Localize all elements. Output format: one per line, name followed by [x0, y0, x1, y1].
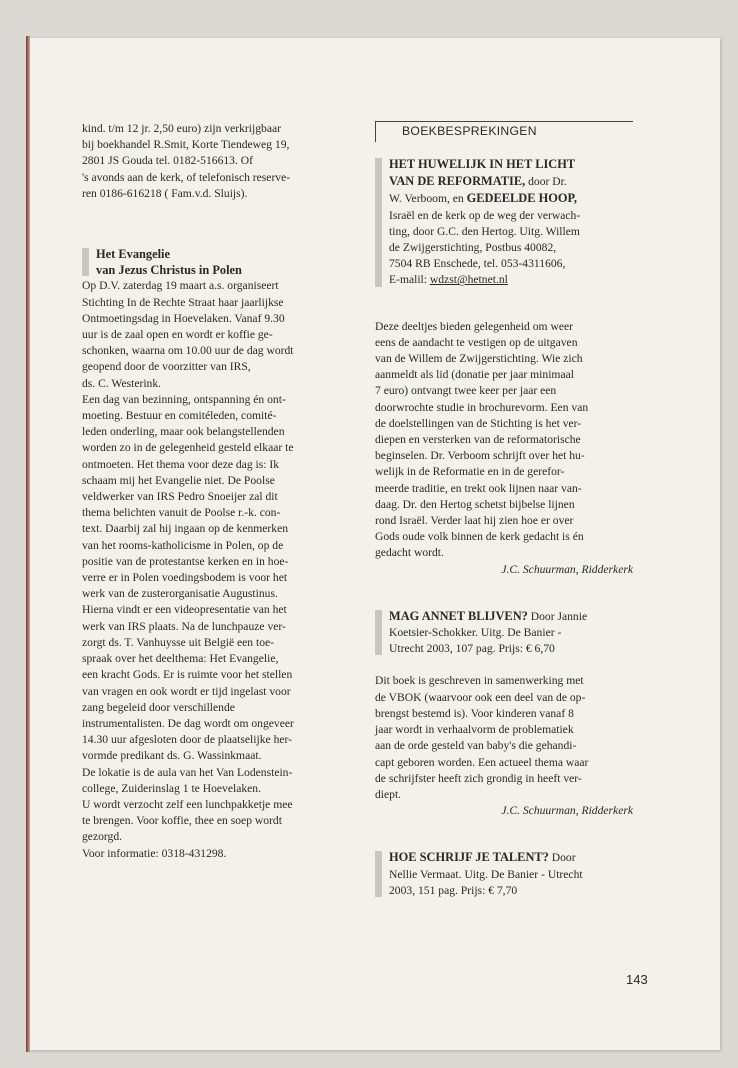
review-1-title-line: W. Verboom, en GEDEELDE HOOP,: [389, 191, 578, 206]
text-line: de VBOK (waarvoor ook een deel van de op-: [375, 690, 586, 704]
text-line: meerde traditie, en trekt ook lijnen naar van-: [375, 481, 582, 495]
text-line: de schrijfster heeft zich grondig in heeft ver-: [375, 771, 582, 785]
text-line: ontmoeten. Het thema voor deze dag is: Ik: [82, 457, 280, 471]
text-line: moeting. Bestuur en comitéleden, comité-: [82, 409, 277, 423]
text-line: worden zo in de gelegenheid gesteld elkaar te: [82, 441, 294, 455]
review-1-title-line: HET HUWELIJK IN HET LICHT: [389, 157, 576, 171]
text-line: De lokatie is de aula van het Van Lodenstein-: [82, 765, 293, 779]
text-line: 2003, 151 pag. Prijs: € 7,70: [389, 883, 518, 897]
text-line: uur is de zaal open en wordt er koffie ge-: [82, 328, 273, 342]
text-line: Nellie Vermaat. Uitg. De Banier - Utrecht: [389, 867, 583, 881]
text-line: kind. t/m 12 jr. 2,50 euro) zijn verkrijgbaar: [82, 122, 281, 135]
text-line: spraak over het deelthema: Het Evangelie,: [82, 652, 279, 666]
intro-paragraph: [82, 121, 342, 202]
review-3-title-line: HOE SCHRIJF JE TALENT? Door: [389, 850, 576, 865]
text-line: ren 0186-616218 ( Fam.v.d. Sluijs).: [82, 186, 248, 200]
review-2-title-line: MAG ANNET BLIJVEN? Door Jannie: [389, 608, 588, 623]
email-link[interactable]: wdzst@hetnet.nl: [429, 273, 508, 287]
text-line: gezorgd.: [82, 830, 123, 844]
heading-marker: [375, 851, 382, 897]
email-line: E-malil: wdzst@hetnet.nl: [389, 273, 508, 287]
text-line: werk van de zusterorganisatie Augustinus.: [82, 587, 278, 601]
text-line: Gods oude volk binnen de kerk gedacht is én: [375, 530, 584, 544]
text-line: positie van de protestantse kerken en in hoe-: [82, 554, 289, 568]
text-line: 's avonds aan de kerk, of telefonisch reserve-: [82, 170, 291, 184]
review-1-title-line: VAN DE REFORMATIE, door Dr.: [389, 174, 567, 189]
text-line: capt geboren worden. Een actueel thema waar: [375, 755, 589, 769]
text-line: een kracht Gods. Er is ruimte voor het stellen: [82, 668, 293, 682]
text-line: beginselen. Dr. Verboom schrijft over het hu-: [375, 449, 585, 463]
text-line: eens de aandacht te vestigen op de uitgaven: [375, 335, 578, 349]
text-line: Koetsier-Schokker. Uitg. De Banier -: [389, 626, 562, 640]
text-line: Stichting In de Rechte Straat haar jaarlijkse: [82, 295, 284, 309]
text-line: daag. Dr. den Hertog schetst bijbelse lijnen: [375, 497, 575, 511]
review-1-signature: J.C. Schuurman, Ridderkerk: [501, 562, 633, 576]
text-line: geopend door de voorzitter van IRS,: [82, 360, 251, 374]
section-title: BOEKBESPREKINGEN: [375, 121, 633, 142]
text-line: Voor informatie: 0318-431298.: [82, 846, 227, 860]
text-line: aan de orde gesteld van baby's die gehandi-: [375, 739, 577, 753]
text-line: Ontmoetingsdag in Hoevelaken. Vanaf 9.30: [82, 311, 285, 325]
text-line: 7504 RB Enschede, tel. 053-4311606,: [389, 257, 566, 271]
text-line: ds. C. Westerink.: [82, 376, 162, 390]
review-1-body: [375, 319, 633, 578]
text-line: 2801 JS Gouda tel. 0182-516613. Of: [82, 154, 253, 168]
text-line: college, Zuiderinslag 1 te Hoevelaken.: [82, 781, 261, 795]
text-line: Dit boek is geschreven in samenwerking met: [375, 674, 584, 688]
text-line: bij boekhandel R.Smit, Korte Tiendeweg 19,: [82, 138, 290, 152]
text-line: aanmeldt als lid (donatie per jaar minimaal: [375, 368, 574, 382]
text-line: Israël en de kerk op de weg der verwach-: [389, 208, 581, 222]
review-1-header: [375, 156, 633, 289]
text-line: schonken, waarna om 10.00 uur de dag wordt: [82, 344, 294, 358]
text-line: Op D.V. zaterdag 19 maart a.s. organiseert: [82, 279, 279, 293]
text-line: werk van IRS plaats. Na de lunchpauze ver-: [82, 619, 286, 633]
heading-marker: [375, 610, 382, 656]
article-title-line-1: Het Evangelie: [96, 247, 170, 262]
text-line: veldwerker van IRS Pedro Snoeijer zal dit: [82, 490, 278, 504]
text-line: Een dag van bezinning, ontspanning én ont-: [82, 392, 286, 406]
text-line: jaar wordt in verhaalvorm de problematiek: [375, 723, 574, 737]
article-body: [82, 278, 342, 861]
text-line: doorwrochte studie in brochurevorm. Een van: [375, 400, 589, 414]
text-line: verre er in Polen voedingsbodem is voor het: [82, 571, 288, 585]
page-number: 143: [626, 972, 648, 987]
text-line: Deze deeltjes bieden gelegenheid om weer: [375, 319, 573, 333]
text-line: van vragen en ook wordt er tijd ingelast voor: [82, 684, 291, 698]
text-line: vormde predikant ds. G. Wassinkmaat.: [82, 749, 262, 763]
text-line: gedacht wordt.: [375, 546, 444, 560]
text-line: schaam mij het Evangelie niet. De Poolse: [82, 473, 275, 487]
text-line: instrumentalisten. De dag wordt om ongeveer: [82, 716, 294, 730]
text-line: leden onderling, maar ook belangstellenden: [82, 425, 285, 439]
text-line: 7 euro) ontvangt twee keer per jaar een: [375, 384, 557, 398]
text-line: de doelstellingen van de Stichting is het ver-: [375, 416, 582, 430]
heading-marker: [375, 158, 382, 287]
text-line: diept.: [375, 787, 402, 801]
text-line: zang begeleid door verschillende: [82, 700, 235, 714]
text-line: van de Willem de Zwijgerstichting. Wie zich: [375, 352, 583, 366]
text-line: U wordt verzocht zelf een lunchpakketje mee: [82, 797, 293, 811]
review-2-body: [375, 673, 633, 819]
text-line: de Zwijgerstichting, Postbus 40082,: [389, 241, 557, 255]
text-line: welijk in de Reformatie en in de gerefor-: [375, 465, 565, 479]
text-line: 14.30 uur afgesloten door de plaatselijke her-: [82, 733, 292, 747]
heading-marker: [82, 248, 89, 276]
left-column: [82, 121, 342, 862]
text-line: diepen en versterken van de reformatorische: [375, 433, 581, 447]
text-line: zorgt ds. T. Vanhuysse uit België een toe-: [82, 635, 275, 649]
text-line: text. Daarbij zal hij ingaan op de kenmerken: [82, 522, 289, 536]
text-line: Hierna vindt er een videopresentatie van het: [82, 603, 287, 617]
text-line: Utrecht 2003, 107 pag. Prijs: € 6,70: [389, 642, 555, 656]
right-column: [375, 121, 633, 899]
text-line: thema belichten vanuit de Poolse r.-k. con-: [82, 506, 281, 520]
article-heading: [82, 246, 342, 278]
text-line: brengst bestemd is). Voor kinderen vanaf 8: [375, 706, 574, 720]
text-line: ting, door G.C. den Hertog. Uitg. Willem: [389, 224, 580, 238]
article-title-line-2: van Jezus Christus in Polen: [96, 263, 242, 278]
text-line: van het rooms-katholicisme in Polen, op de: [82, 538, 284, 552]
review-3-header: [375, 849, 633, 899]
text-line: rond Israël. Verder laat hij zien hoe er over: [375, 514, 574, 528]
review-2-header: [375, 608, 633, 658]
text-line: te brengen. Voor koffie, thee en soep wordt: [82, 814, 282, 828]
review-2-signature: J.C. Schuurman, Ridderkerk: [501, 804, 633, 818]
